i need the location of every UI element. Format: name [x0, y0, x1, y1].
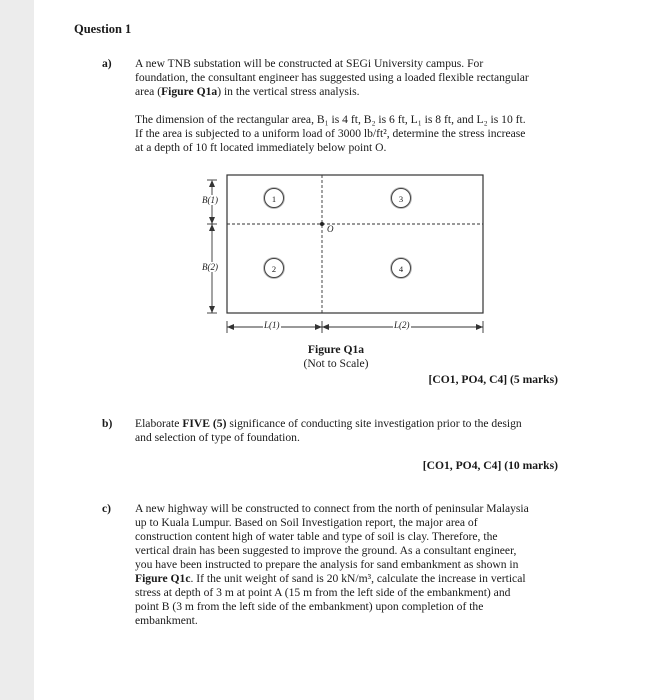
part-c-line3: construction content high of water table and type of soil is clay. Therefore, the	[135, 530, 498, 543]
part-a-para2-line3: at a depth of 10 ft located immediately below point O.	[135, 141, 387, 154]
part-b-line2: and selection of type of foundation.	[135, 431, 300, 444]
arrow-b1-bottom	[209, 217, 215, 224]
part-c-line2: up to Kuala Lumpur. Based on Soil Investigation report, the major area of	[135, 516, 478, 529]
part-b-marks: [CO1, PO4, C4] (10 marks)	[422, 459, 558, 472]
part-c-line4: vertical drain has been suggested to improve the ground. As a consultant engineer,	[135, 544, 517, 557]
part-a-para1-line1: A new TNB substation will be constructed at SEGi University campus. For	[135, 57, 484, 70]
zone-circle-2: 2	[264, 258, 284, 278]
part-c-label: c)	[102, 502, 112, 515]
part-b-line1: Elaborate FIVE (5) significance of conducting site investigation prior to the design	[135, 417, 522, 430]
part-b-label: b)	[102, 417, 113, 430]
part-c-line8: point B (3 m from the left side of the embankment) upon completion of the	[135, 600, 484, 613]
part-a-marks: [CO1, PO4, C4] (5 marks)	[428, 373, 558, 386]
part-c-line1: A new highway will be constructed to connect from the north of peninsular Malaysia	[135, 502, 529, 515]
figure-q1a-note: (Not to Scale)	[303, 357, 369, 370]
arrow-b2-top	[209, 224, 215, 231]
part-a-para1-line2: foundation, the consultant engineer has suggested using a loaded flexible rectangular	[135, 71, 529, 84]
zone-circle-3: 3	[391, 188, 411, 208]
arrow-l1-left	[227, 324, 234, 330]
part-a-label: a)	[102, 57, 112, 70]
part-c-line5: you have been instructed to prepare the analysis for sand embankment as shown in	[135, 558, 519, 571]
arrow-l2-left	[322, 324, 329, 330]
b2-label: B(2)	[202, 262, 218, 272]
arrow-l1-right	[315, 324, 322, 330]
arrow-b2-bottom	[209, 306, 215, 313]
question-title: Question 1	[74, 22, 132, 36]
five-emphasis: FIVE (5)	[182, 417, 227, 430]
arrow-b1-top	[209, 180, 215, 187]
figure-ref-q1a: Figure Q1a	[161, 85, 218, 98]
b1-label: B(1)	[202, 195, 218, 205]
part-c-line9: embankment.	[135, 614, 198, 627]
zone-circle-4: 4	[391, 258, 411, 278]
part-c-line6: Figure Q1c. If the unit weight of sand is 20 kN/m³, calculate the increase in vertical	[135, 572, 526, 585]
arrow-l2-right	[476, 324, 483, 330]
point-o-marker	[320, 222, 324, 226]
figure-ref-q1c: Figure Q1c	[135, 572, 191, 585]
point-o-label: O	[327, 224, 334, 234]
figure-q1a-caption: Figure Q1a	[307, 343, 365, 356]
part-a-para1-line3: area (Figure Q1a) in the vertical stress analysis.	[135, 85, 360, 98]
part-c-line7: stress at depth of 3 m at point A (15 m from the left side of the embankment) and	[135, 586, 511, 599]
l1-label: L(1)	[264, 320, 280, 330]
part-a-para2-line2: If the area is subjected to a uniform load of 3000 lb/ft², determine the stress increase	[135, 127, 526, 140]
part-a-para2-line1: The dimension of the rectangular area, B₁ is 4 ft, B₂ is 6 ft, L₁ is 8 ft, and L₂ is 10 ft.	[135, 113, 526, 126]
zone-circle-1: 1	[264, 188, 284, 208]
l2-label: L(2)	[394, 320, 410, 330]
